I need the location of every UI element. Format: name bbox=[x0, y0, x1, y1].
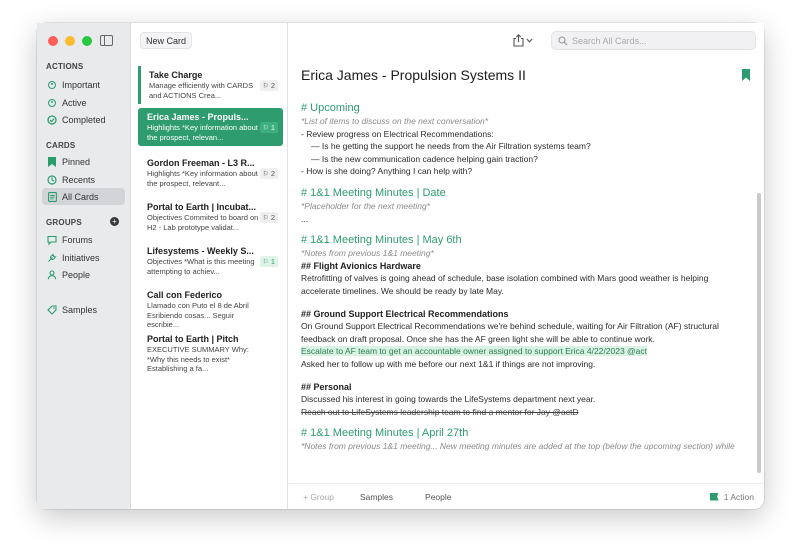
card-title-heading[interactable]: Erica James - Propulsion Systems II bbox=[301, 67, 526, 83]
wrench-icon bbox=[47, 253, 57, 263]
sidebar-item-label: Recents bbox=[62, 174, 96, 185]
card-snippet: Manage efficiently with CARDS and ACTIONS Crea... bbox=[149, 81, 254, 100]
text-line: - How is she doing? Anything I can help with? bbox=[301, 166, 473, 177]
sidebar-item-label: Active bbox=[62, 97, 87, 108]
sidebar-item-people[interactable] bbox=[42, 266, 125, 283]
sidebar-item-label: Forums bbox=[62, 234, 93, 245]
clock-icon bbox=[47, 175, 57, 185]
list-item[interactable] bbox=[138, 66, 283, 104]
action-highlight[interactable]: Escalate to AF team to get an accountable owner assigned to support Erica 4/22/2023 @act bbox=[301, 346, 648, 357]
action-count-badge bbox=[260, 80, 278, 91]
list-item-selected[interactable] bbox=[138, 108, 283, 146]
card-snippet: Highlights *Key information about the prospect, relevant... bbox=[147, 169, 258, 188]
list-item[interactable] bbox=[138, 154, 283, 192]
completed-action[interactable]: Reach out to LifeSystems leadership team to find a mentor for Jay @actD bbox=[301, 406, 579, 417]
active-icon bbox=[47, 98, 57, 108]
list-item[interactable] bbox=[138, 198, 283, 236]
flag-icon bbox=[710, 493, 719, 501]
section-note: *Notes from previous 1&1 meeting... New meeting minutes are added at the top (below the upcoming section) while bbox=[301, 441, 735, 452]
new-card-button[interactable]: New Card bbox=[140, 32, 192, 49]
section-heading: # 1&1 Meeting Minutes | April 27th bbox=[301, 427, 469, 440]
text-line: - Review progress on Electrical Recommendations: bbox=[301, 128, 494, 139]
subsection-heading: ## Ground Support Electrical Recommendations bbox=[301, 308, 509, 319]
sidebar-item-samples[interactable] bbox=[42, 301, 125, 318]
text-line: accelerate timelines. We should be ready by late May. bbox=[301, 285, 504, 296]
scrollbar[interactable] bbox=[757, 193, 761, 473]
badge-count: 1 bbox=[270, 123, 275, 132]
search-input[interactable] bbox=[572, 36, 752, 46]
card-snippet: Highlights *Key information about the prospect, relevan... bbox=[147, 123, 258, 142]
app-window bbox=[37, 23, 764, 509]
section-note: *Notes from previous 1&1 meeting* bbox=[301, 248, 434, 259]
section-note: *Placeholder for the next meeting* bbox=[301, 200, 430, 211]
share-icon bbox=[513, 34, 524, 47]
section-heading: # Upcoming bbox=[301, 102, 360, 114]
search-field[interactable] bbox=[551, 31, 756, 50]
sidebar-toggle-icon[interactable] bbox=[100, 35, 113, 46]
sidebar-item-label: Samples bbox=[62, 304, 98, 315]
actions-count-label: 1 Action bbox=[723, 491, 754, 502]
text-line: Retrofitting of valves is going ahead of schedule, base isolation combined with Mars good weather is helping bbox=[301, 273, 709, 284]
sidebar-item-label: Pinned bbox=[62, 156, 91, 167]
section-heading: # 1&1 Meeting Minutes | May 6th bbox=[301, 234, 462, 247]
groups-header: GROUPS bbox=[46, 218, 82, 227]
badge-count: 1 bbox=[270, 257, 275, 266]
sidebar-item-important[interactable] bbox=[42, 76, 125, 93]
text-line: Asked her to follow up with me before our next 1&1 if things are not improving. bbox=[301, 358, 596, 369]
add-group-icon[interactable]: + bbox=[110, 217, 119, 226]
section-note: *List of items to discuss on the next conversation* bbox=[301, 116, 489, 126]
text-line: feedback on draft proposal. Once she has the AF green light she will be able to continue work. bbox=[301, 333, 655, 344]
text-line: — Is he getting the support he needs from the Air Filtration systems team? bbox=[311, 141, 591, 152]
list-item[interactable] bbox=[138, 330, 283, 373]
sidebar-item-label: Important bbox=[62, 79, 101, 90]
document-icon bbox=[47, 192, 57, 202]
search-icon bbox=[558, 36, 568, 46]
sidebar-item-active[interactable] bbox=[42, 94, 125, 111]
important-icon bbox=[47, 80, 57, 90]
card-snippet: Objectives Commited to board on H2 - Lab prototype validat... bbox=[147, 213, 259, 232]
card-editor[interactable] bbox=[289, 57, 764, 483]
subsection-heading: ## Flight Avionics Hardware bbox=[301, 260, 421, 271]
editor-footer bbox=[289, 483, 764, 509]
text-line: Discussed his interest in going towards the LifeSystems department next year. bbox=[301, 394, 596, 405]
sidebar-item-recents[interactable] bbox=[42, 171, 125, 188]
add-group-button[interactable]: + Group bbox=[303, 491, 334, 502]
list-item[interactable] bbox=[138, 286, 283, 329]
chevron-down-icon bbox=[526, 38, 533, 43]
actions-count-button[interactable] bbox=[710, 492, 754, 502]
flag-icon: ⚐ bbox=[262, 82, 269, 90]
sidebar-item-pinned[interactable] bbox=[42, 153, 125, 170]
card-snippet: Llamado con Puto el 8 de Abril Esribiendo cosas... Seguir escribie... bbox=[147, 301, 249, 329]
badge-count: 2 bbox=[270, 81, 275, 90]
action-count-badge bbox=[260, 212, 278, 223]
text-line: — Is the new communication cadence helping gain traction? bbox=[311, 153, 538, 164]
flag-icon: ⚐ bbox=[262, 214, 269, 222]
sidebar-item-label: Completed bbox=[62, 114, 106, 125]
card-list bbox=[132, 23, 288, 509]
badge-count: 2 bbox=[270, 213, 275, 222]
actions-header: ACTIONS bbox=[46, 62, 84, 71]
card-title: Portal to Earth | Incubat... bbox=[147, 202, 257, 212]
card-snippet: EXECUTIVE SUMMARY Why: *Why this needs to exist* Establishing a fa... bbox=[147, 345, 249, 373]
completed-icon bbox=[47, 115, 57, 125]
tag-samples[interactable]: Samples bbox=[359, 491, 394, 502]
zoom-button[interactable] bbox=[82, 36, 92, 46]
sidebar-item-label: Initiatives bbox=[62, 252, 100, 263]
sidebar-item-label: People bbox=[62, 269, 91, 280]
card-title: Gordon Freeman - L3 R... bbox=[147, 158, 255, 168]
card-title: Call con Federico bbox=[147, 290, 223, 300]
share-button[interactable] bbox=[513, 33, 535, 47]
sidebar-item-initiatives[interactable] bbox=[42, 249, 125, 266]
action-count-badge bbox=[260, 168, 278, 179]
sidebar-item-label: All Cards bbox=[62, 191, 99, 202]
window-controls bbox=[48, 36, 92, 46]
text-line: ... bbox=[301, 213, 309, 224]
list-item[interactable] bbox=[138, 242, 283, 280]
card-snippet: Objectives *What is this meeting attempting to achiev... bbox=[147, 257, 255, 276]
action-count-badge bbox=[260, 122, 278, 133]
tag-icon bbox=[47, 305, 57, 315]
card-title: Take Charge bbox=[149, 70, 203, 80]
badge-count: 2 bbox=[270, 169, 275, 178]
section-heading: # 1&1 Meeting Minutes | Date bbox=[301, 186, 446, 199]
card-title: Lifesystems - Weekly S... bbox=[147, 246, 254, 256]
sidebar bbox=[37, 23, 131, 509]
bookmark-icon bbox=[47, 157, 57, 167]
sidebar-item-completed[interactable] bbox=[42, 111, 125, 128]
flag-icon: ⚐ bbox=[262, 258, 269, 266]
close-button[interactable] bbox=[48, 36, 58, 46]
card-title: Erica James - Propuls... bbox=[147, 112, 249, 122]
text-line: On Ground Support Electrical Recommendations we're behind schedule, waiting for Air Filtration (AF) structural bbox=[301, 321, 719, 332]
subsection-heading: ## Personal bbox=[301, 381, 352, 392]
sidebar-item-forums[interactable] bbox=[42, 231, 125, 248]
sidebar-item-all-cards[interactable] bbox=[42, 188, 125, 205]
flag-icon: ⚐ bbox=[262, 124, 269, 132]
card-title: Portal to Earth | Pitch bbox=[147, 334, 239, 344]
person-icon bbox=[47, 270, 57, 280]
flag-icon: ⚐ bbox=[262, 170, 269, 178]
tag-people[interactable]: People bbox=[425, 491, 452, 502]
minimize-button[interactable] bbox=[65, 36, 75, 46]
action-count-badge bbox=[260, 256, 278, 267]
toolbar bbox=[289, 23, 764, 57]
chat-icon bbox=[47, 235, 57, 245]
cards-header: CARDS bbox=[46, 141, 76, 150]
